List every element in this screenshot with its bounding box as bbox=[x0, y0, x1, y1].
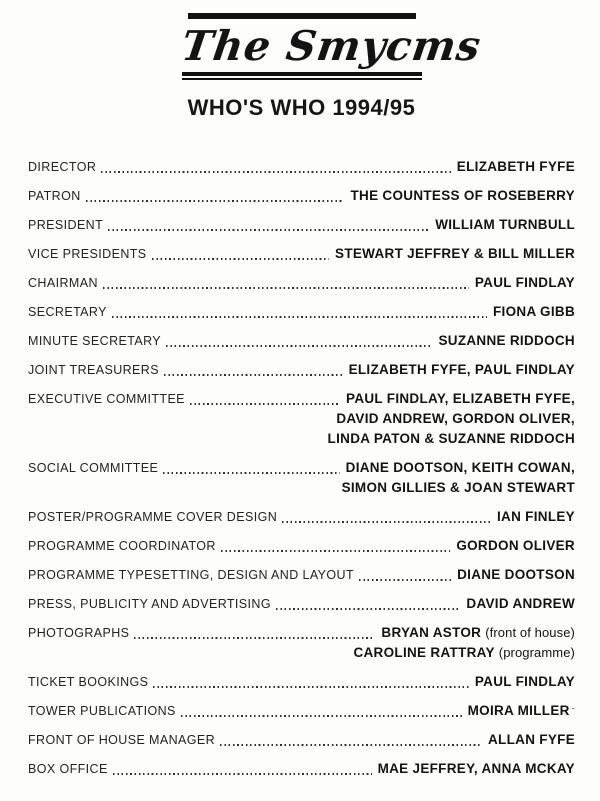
role-label: PRESS, PUBLICITY AND ADVERTISING bbox=[28, 597, 271, 611]
dotted-leader bbox=[359, 579, 451, 581]
holder-name-note: (front of house) bbox=[485, 625, 575, 640]
role-label: SOCIAL COMMITTEE bbox=[28, 461, 159, 475]
holder-name-note: (programme) bbox=[498, 645, 575, 660]
roster-row bbox=[28, 186, 575, 206]
roster-row bbox=[28, 594, 575, 614]
roster-row-main-line bbox=[28, 759, 575, 779]
roster-row bbox=[28, 331, 575, 351]
roster-row bbox=[28, 672, 575, 692]
roster-row-main-line bbox=[28, 215, 575, 235]
holder-name-text: THE COUNTESS OF ROSEBERRY bbox=[350, 188, 575, 203]
holder-name-text: PAUL FINDLAY bbox=[474, 275, 575, 290]
role-label: FRONT OF HOUSE MANAGER bbox=[28, 733, 216, 747]
holder-name bbox=[466, 594, 575, 614]
dotted-leader bbox=[276, 608, 460, 610]
holder-name-text: LINDA PATON & SUZANNE RIDDOCH bbox=[327, 431, 575, 446]
holder-name bbox=[457, 565, 575, 585]
roster-row-main-line bbox=[28, 186, 575, 206]
holder-name-text: STEWART JEFFREY & BILL MILLER bbox=[335, 246, 575, 261]
dotted-leader bbox=[164, 374, 343, 376]
holder-name bbox=[335, 244, 575, 264]
roster-row bbox=[28, 507, 575, 527]
holder-name bbox=[378, 759, 575, 779]
dotted-leader bbox=[166, 345, 432, 347]
holder-name-text: ELIZABETH FYFE, PAUL FINDLAY bbox=[348, 362, 575, 377]
holder-name-text: IAN FINLEY bbox=[496, 509, 575, 524]
dotted-leader bbox=[152, 258, 330, 260]
holder-name-continuation bbox=[28, 409, 575, 429]
holder-name-text: PAUL FINDLAY, ELIZABETH FYFE, bbox=[346, 391, 575, 406]
role-label: EXECUTIVE COMMITTEE bbox=[28, 392, 185, 406]
role-label: PATRON bbox=[28, 189, 81, 203]
holder-name-text: WILLIAM TURNBULL bbox=[435, 217, 575, 232]
holder-name bbox=[493, 302, 575, 322]
society-logo bbox=[178, 13, 484, 80]
roster-row-main-line bbox=[28, 701, 575, 721]
dotted-leader bbox=[108, 229, 429, 231]
holder-name-text: ALLAN FYFE bbox=[488, 732, 575, 747]
roster-row-main-line bbox=[28, 672, 575, 692]
holder-name-continuation bbox=[28, 429, 575, 449]
role-label: CHAIRMAN bbox=[28, 276, 98, 290]
holder-name bbox=[488, 730, 575, 750]
roster-row-main-line bbox=[28, 536, 575, 556]
role-label: PHOTOGRAPHS bbox=[28, 626, 130, 640]
holder-name bbox=[456, 536, 575, 556]
holder-name-text: DIANE DOOTSON bbox=[457, 567, 575, 582]
holder-name bbox=[457, 157, 575, 177]
roster-row bbox=[28, 273, 575, 293]
holder-name-text: FIONA GIBB bbox=[493, 304, 575, 319]
roster-row-main-line bbox=[28, 594, 575, 614]
role-label: PRESIDENT bbox=[28, 218, 104, 232]
holder-name bbox=[475, 273, 575, 293]
role-label: TICKET BOOKINGS bbox=[28, 675, 149, 689]
holder-name-text: CAROLINE RATTRAY bbox=[353, 645, 495, 660]
holder-name-continuation bbox=[28, 643, 575, 663]
holder-name-text: DAVID ANDREW, GORDON OLIVER, bbox=[336, 411, 575, 426]
roster-row-main-line bbox=[28, 458, 575, 478]
holder-name-text: PAUL FINDLAY bbox=[474, 674, 575, 689]
holder-name bbox=[435, 215, 575, 235]
roster-row bbox=[28, 536, 575, 556]
dotted-leader bbox=[163, 472, 339, 474]
roster-row bbox=[28, 215, 575, 235]
roster-row bbox=[28, 730, 575, 750]
roster-row bbox=[28, 389, 575, 449]
holder-name-text: DAVID ANDREW bbox=[466, 596, 575, 611]
dotted-leader bbox=[103, 287, 469, 289]
roster-row bbox=[28, 759, 575, 779]
holder-name bbox=[349, 360, 575, 380]
holder-name bbox=[350, 186, 575, 206]
roster-row bbox=[28, 302, 575, 322]
roster-row-main-line bbox=[28, 507, 575, 527]
roster-row bbox=[28, 244, 575, 264]
roster-row bbox=[28, 623, 575, 663]
role-label: VICE PRESIDENTS bbox=[28, 247, 147, 261]
dotted-leader bbox=[153, 686, 469, 688]
dotted-leader bbox=[134, 637, 375, 639]
roster-row-main-line bbox=[28, 302, 575, 322]
holder-name-continuation bbox=[28, 478, 575, 498]
dotted-leader bbox=[112, 316, 487, 318]
roster-row-main-line bbox=[28, 331, 575, 351]
role-label: JOINT TREASURERS bbox=[28, 363, 159, 377]
holder-name-text: MAE JEFFREY, ANNA MCKAY bbox=[377, 761, 575, 776]
dotted-leader bbox=[220, 744, 482, 746]
role-label: MINUTE SECRETARY bbox=[28, 334, 162, 348]
role-label: POSTER/PROGRAMME COVER DESIGN bbox=[28, 510, 278, 524]
dotted-leader bbox=[113, 773, 372, 775]
dotted-leader bbox=[86, 200, 345, 202]
roster-row-main-line bbox=[28, 565, 575, 585]
roster-row-main-line bbox=[28, 623, 575, 643]
holder-name-text: BRYAN ASTOR bbox=[381, 625, 482, 640]
role-label: DIRECTOR bbox=[28, 160, 97, 174]
roster-row-main-line bbox=[28, 360, 575, 380]
holder-name bbox=[346, 458, 575, 478]
holder-name bbox=[381, 623, 575, 643]
holder-name-text: DIANE DOOTSON, KEITH COWAN, bbox=[345, 460, 575, 475]
holder-name-text: ELIZABETH FYFE bbox=[456, 159, 575, 174]
page-title: WHO'S WHO 1994/95 bbox=[187, 95, 416, 120]
role-label: PROGRAMME COORDINATOR bbox=[28, 539, 216, 553]
dotted-leader bbox=[221, 550, 451, 552]
roster-row bbox=[28, 360, 575, 380]
holder-name bbox=[346, 389, 575, 409]
logo-bottom-rule bbox=[182, 72, 422, 80]
roster-row-main-line bbox=[28, 730, 575, 750]
role-label: TOWER PUBLICATIONS bbox=[28, 704, 176, 718]
holder-name bbox=[497, 507, 575, 527]
holder-name-text: SUZANNE RIDDOCH bbox=[438, 333, 575, 348]
dotted-leader bbox=[190, 403, 340, 405]
roster-row-main-line bbox=[28, 244, 575, 264]
roster-row bbox=[28, 157, 575, 177]
roster-row-main-line bbox=[28, 273, 575, 293]
dotted-leader bbox=[282, 521, 491, 523]
dotted-leader bbox=[181, 715, 462, 717]
roster-list bbox=[28, 157, 575, 779]
holder-name-text: MOIRA MILLER bbox=[467, 703, 570, 718]
roster-row-main-line bbox=[28, 157, 575, 177]
role-label: PROGRAMME TYPESETTING, DESIGN AND LAYOUT bbox=[28, 568, 355, 582]
holder-name-text: SIMON GILLIES & JOAN STEWART bbox=[341, 480, 575, 495]
dotted-leader bbox=[101, 171, 451, 173]
holder-name bbox=[475, 672, 575, 692]
masthead bbox=[28, 13, 575, 121]
roster-row bbox=[28, 458, 575, 498]
holder-name bbox=[438, 331, 575, 351]
logo-script-text: The Smycms bbox=[178, 22, 484, 70]
holder-name bbox=[468, 701, 575, 721]
role-label: SECRETARY bbox=[28, 305, 107, 319]
holder-name-text: GORDON OLIVER bbox=[456, 538, 575, 553]
role-label: BOX OFFICE bbox=[28, 762, 108, 776]
roster-row bbox=[28, 565, 575, 585]
roster-row bbox=[28, 701, 575, 721]
roster-row-main-line bbox=[28, 389, 575, 409]
stray-scan-mark: ˉ bbox=[571, 706, 575, 716]
